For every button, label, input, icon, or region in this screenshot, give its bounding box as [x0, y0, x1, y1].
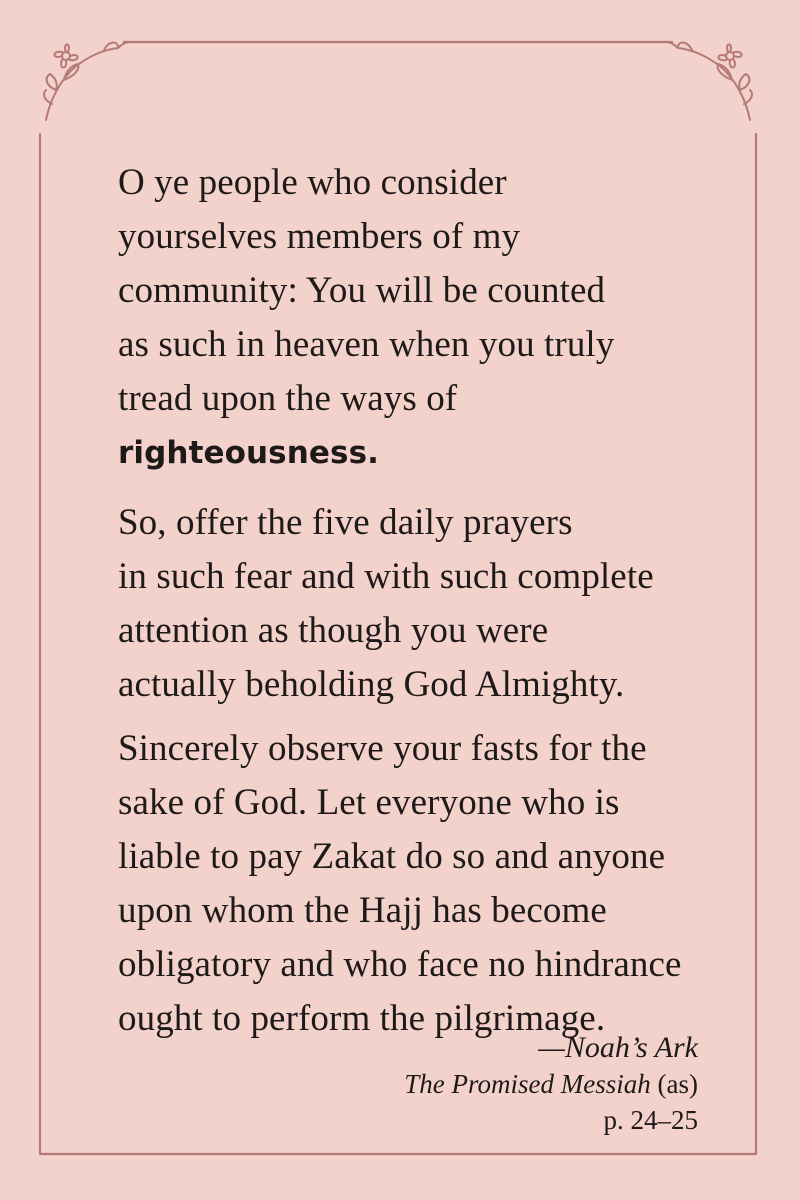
quote-paragraph-community: [118, 156, 728, 480]
quote-body: [118, 156, 728, 1046]
quote-paragraph-prayers: [118, 496, 728, 712]
citation-honorific: (as): [657, 1069, 698, 1099]
citation-author: The Promised Messiah: [404, 1069, 651, 1099]
quote-line: attention as though you were: [118, 610, 549, 651]
emphasis-righteousness: righteousness.: [118, 435, 380, 471]
quote-line: Sincerely observe your fasts for the: [118, 728, 647, 769]
quote-line: in such fear and with such complete: [118, 556, 654, 597]
quote-line: yourselves members of my: [118, 216, 521, 257]
quote-line: community: You will be counted: [118, 270, 606, 311]
flower-sprig-icon: [658, 30, 758, 130]
citation-source-title: —Noah’s Ark: [538, 1031, 698, 1064]
citation-pages: p. 24–25: [603, 1105, 698, 1135]
quote-line: actually beholding God Almighty.: [118, 664, 625, 705]
quote-line: ought to perform the pilgrimage.: [118, 998, 606, 1039]
flower-sprig-icon: [38, 30, 138, 130]
quote-line: So, offer the five daily prayers: [118, 502, 573, 543]
citation-author-line: [404, 1066, 698, 1102]
quote-line: as such in heaven when you truly: [118, 324, 615, 365]
quote-line: obligatory and who face no hindrance: [118, 944, 682, 985]
quote-line: sake of God. Let everyone who is: [118, 782, 620, 823]
quote-line: upon whom the Hajj has become: [118, 890, 607, 931]
quote-paragraph-fasts-zakat-hajj: [118, 722, 728, 1046]
quote-citation: [404, 1030, 698, 1138]
quote-line: tread upon the ways of: [118, 378, 458, 419]
quote-line: liable to pay Zakat do so and anyone: [118, 836, 666, 877]
quote-line: O ye people who consider: [118, 162, 507, 203]
